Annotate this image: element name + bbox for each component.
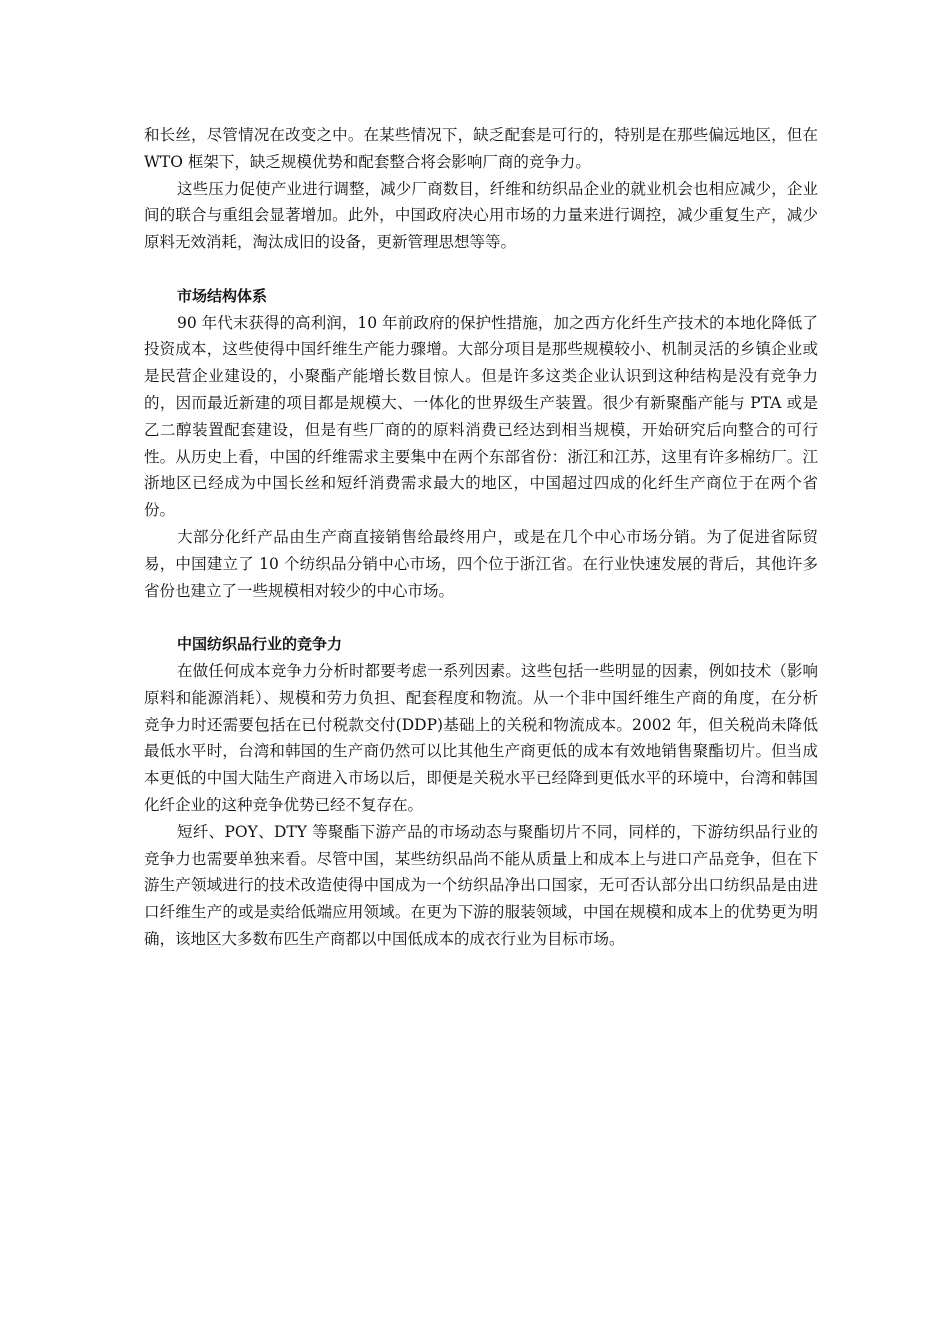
market-paragraph: 90 年代末获得的高利润，10 年前政府的保护性措施，加之西方化纤生产技术的本地化降低了投资成本，这些使得中国纤维生产能力骤增。大部分项目是那些规模较小、机制灵活的乡镇企业或是民营企业建设的，小聚酯产能增长数目惊人。但是许多这类企业认识到这种结构是没有竞争力的，因而最近新建的项目都是规模大、一体化的世界级生产装置。很少有新聚酯产能与 PTA 或是乙二醇装置配套建设，但是有些厂商的的原料消费已经达到相当规模，开始研究后向整合的可行性。从历史上看，中国的纤维需求主要集中在两个东部省份：浙江和江苏，这里有许多棉纺厂。江浙地区已经成为中国长丝和短纤消费需求最大的地区，中国超过四成的化纤生产商位于在两个省份。 (144, 313, 818, 520)
market-paragraph: 大部分化纤产品由生产商直接销售给最终用户，或是在几个中心市场分销。为了促进省际贸易，中国建立了 10 个纺织品分销中心市场，四个位于浙江省。在行业快速发展的背后，其他许多省份也建立了一些规模相对较少的中心市场。 (144, 527, 818, 600)
section-spacer (144, 256, 818, 283)
intro-paragraph: 这些压力促使产业进行调整，减少厂商数目，纤维和纺织品企业的就业机会也相应减少，企业间的联合与重组会显著增加。此外，中国政府决心用市场的力量来进行调控，减少重复生产，减少原料无效消耗，淘汰成旧的设备，更新管理思想等等。 (144, 179, 818, 252)
intro-paragraph-continued: 和长丝，尽管情况在改变之中。在某些情况下，缺乏配套是可行的，特别是在那些偏远地区，但在 WTO 框架下，缺乏规模优势和配套整合将会影响厂商的竞争力。 (144, 126, 818, 171)
section-heading-market-structure: 市场结构体系 (177, 286, 268, 305)
competitiveness-paragraph: 在做任何成本竞争力分析时都要考虑一系列因素。这些包括一些明显的因素，例如技术（影响原料和能源消耗）、规模和劳力负担、配套程度和物流。从一个非中国纤维生产商的角度，在分析竞争力时还需要包括在已付税款交付(DDP)基础上的关税和物流成本。2002 年，但关税尚未降低最低水平时，台湾和韩国的生产商仍然可以比其他生产商更低的成本有效地销售聚酯切片。但当成本更低的中国大陆生产商进入市场以后，即便是关税水平已经降到更低水平的环境中，台湾和韩国化纤企业的这种竞争优势已经不复存在。 (144, 661, 818, 814)
section-spacer (144, 604, 818, 631)
document-body (144, 122, 818, 953)
competitiveness-paragraph: 短纤、POY、DTY 等聚酯下游产品的市场动态与聚酯切片不同，同样的，下游纺织品行业的竞争力也需要单独来看。尽管中国，某些纺织品尚不能从质量上和成本上与进口产品竞争，但在下游生产领域进行的技术改造使得中国成为一个纺织品净出口国家，无可否认部分出口纺织品是由进口纤维生产的或是卖给低端应用领域。在更为下游的服装领域，中国在规模和成本上的优势更为明确，该地区大多数布匹生产商都以中国低成本的成衣行业为目标市场。 (144, 822, 818, 948)
section-heading-competitiveness: 中国纺织品行业的竞争力 (177, 635, 343, 654)
